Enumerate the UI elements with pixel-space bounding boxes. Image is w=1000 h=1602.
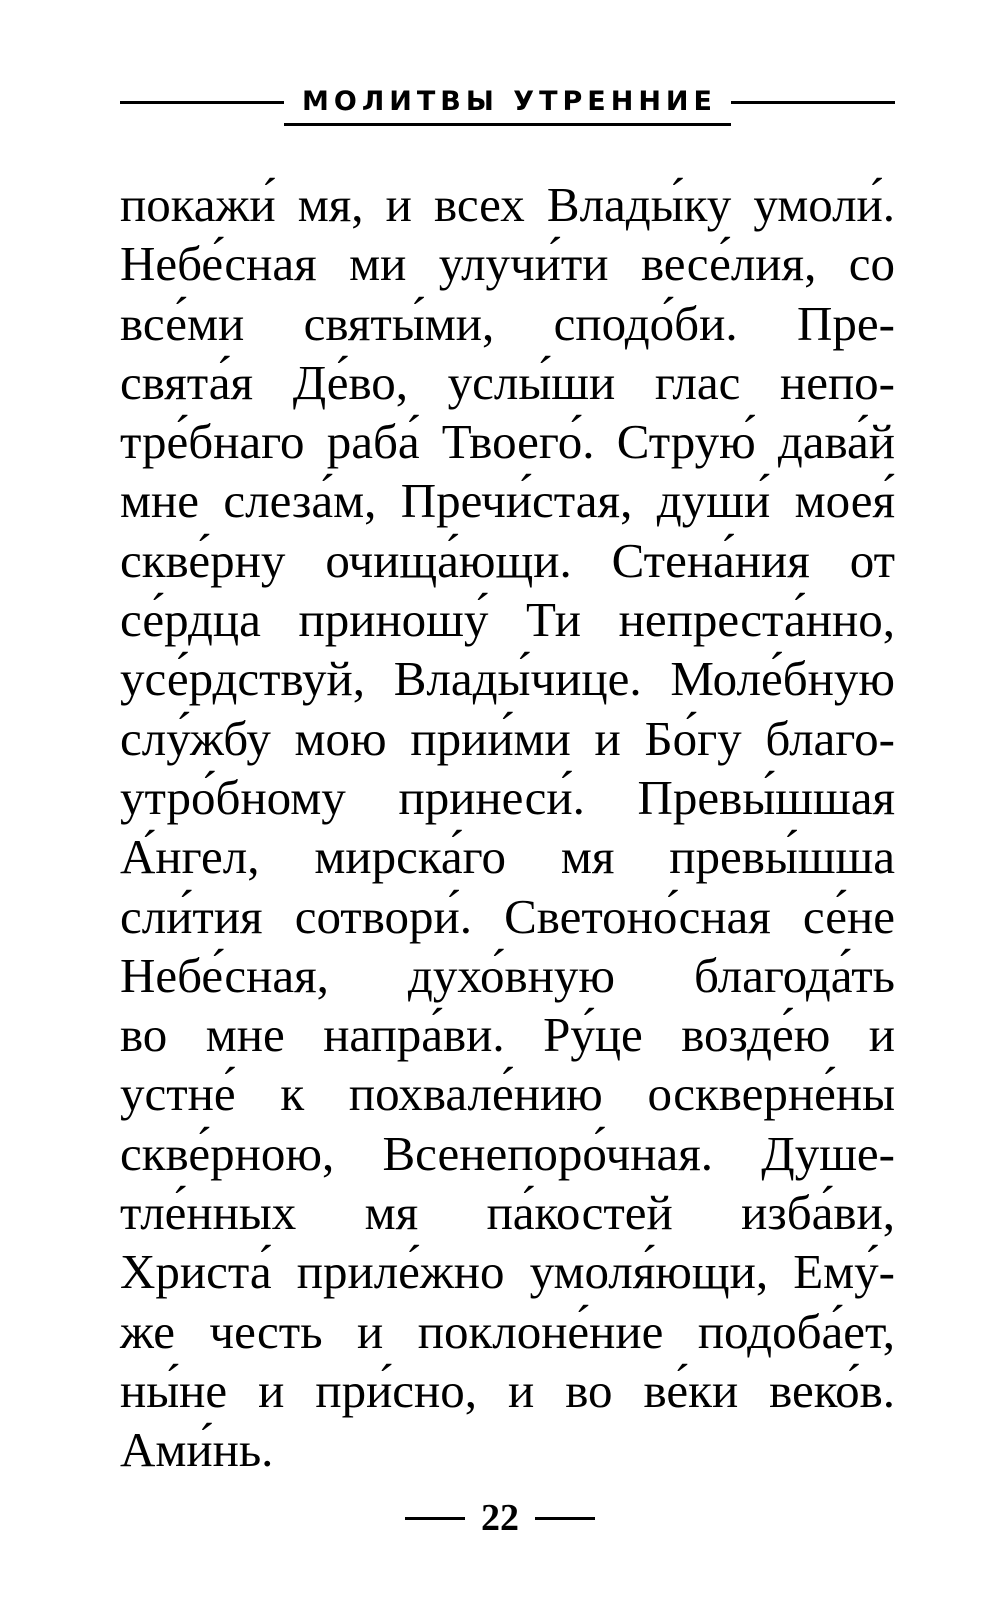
text-line: слу́жбу мою прии́ми и Бо́гу благо- [120,710,895,766]
text-line: Небе́сная, духо́вную благода́ть [120,947,895,1003]
text-line: покажи́ мя, и всех Влады́ку умоли́. [120,177,895,232]
text-line: сли́тия сотвори́. Светоно́сная се́не [120,888,895,944]
text-line: устне́ к похвале́нию оскверне́ны [120,1066,895,1122]
text-line: тле́нных мя па́костей изба́ви, [120,1185,895,1241]
header-rule-right [731,101,895,104]
text-line: А́нгел, мирска́го мя превы́шша [120,829,895,885]
footer-dash-right [535,1517,595,1520]
text-line: скве́рною, Всенепоро́чная. Душе- [120,1125,895,1181]
text-line: мне слеза́м, Пречи́стая, души́ моея́ [120,473,895,529]
text-line: свята́я Де́во, услы́ши глас непо- [120,354,895,410]
text-line: усе́рдствуй, Влады́чице. Моле́бную [120,651,895,707]
text-line: во мне напра́ви. Ру́це возде́ю и [120,1007,895,1063]
page-footer [0,1496,1000,1540]
text-line: се́рдца приношу́ Ти непреста́нно, [120,592,895,648]
text-line: тре́бнаго раба́ Твоего́. Струю́ дава́й [120,414,895,470]
text-line: Христа́ приле́жно умоля́ющи, Ему́- [120,1244,895,1300]
text-line-last: Ами́нь. [120,1422,274,1478]
text-line: все́ми святы́ми, сподо́би. Пре- [120,295,895,351]
prayer-text [120,175,895,1480]
header-rule-left [120,101,284,104]
text-line: утро́бному принеси́. Превы́шшая [120,769,895,825]
text-line: Небе́сная ми улучи́ти весе́лия, со [120,236,895,292]
page-number: 22 [481,1497,519,1539]
text-line: же честь и поклоне́ние подоба́ет, [120,1303,895,1359]
running-header-title: МОЛИТВЫ УТРЕННИЕ [284,86,731,126]
running-header [120,80,895,124]
footer-dash-left [405,1517,465,1520]
text-line: ны́не и при́сно, и во ве́ки веко́в. [120,1362,895,1418]
text-line: скве́рну очища́ющи. Стена́ния от [120,532,895,588]
